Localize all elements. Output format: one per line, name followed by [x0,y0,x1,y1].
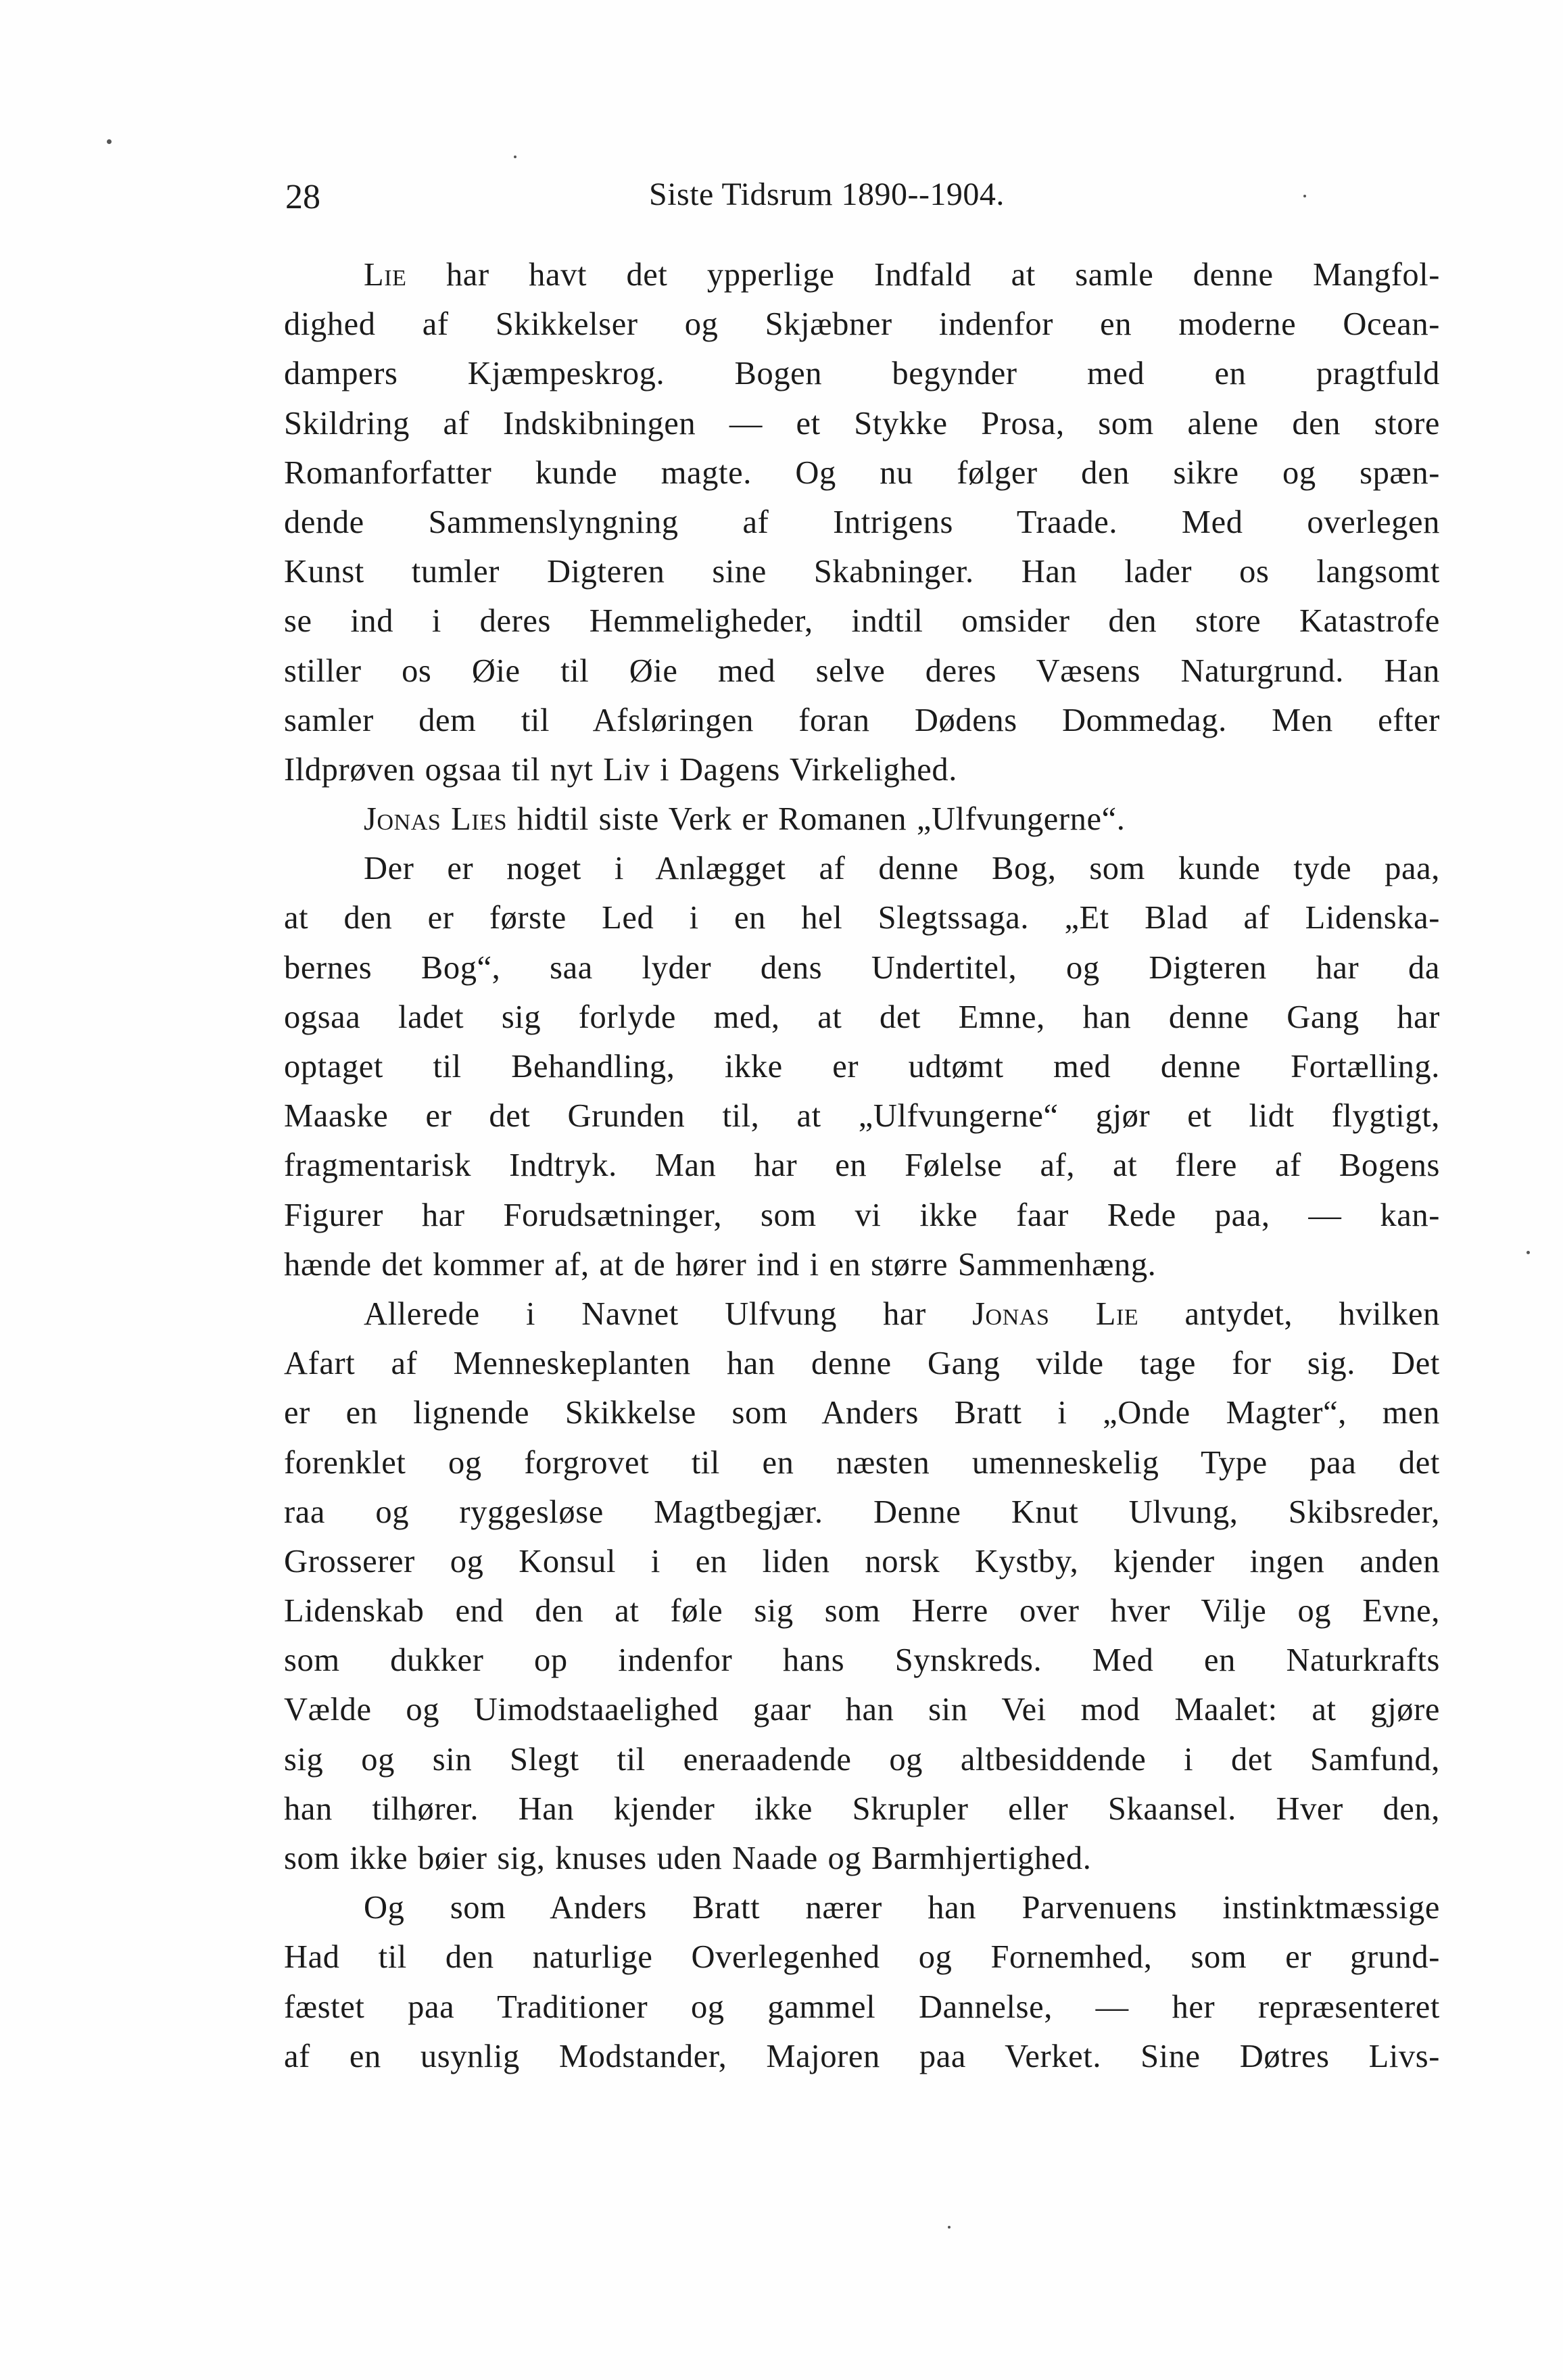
text-line [284,1636,1440,1685]
text-run: Der er noget i Anlægget af denne Bog, som kunde tyde paa, [364,851,1440,887]
text-line [284,1784,1440,1834]
text-line [284,250,1440,300]
scan-speck [1303,195,1306,197]
text-run: Had til den naturlige Overlegenhed og Fornemhed, som er grund- [284,1939,1440,1976]
text-run: at den er første Led i en hel Slegtssaga. „Et Blad af Lidenska- [284,900,1440,936]
text-run: Figurer har Forudsætninger, som vi ikke faar Rede paa, — kan- [284,1197,1440,1233]
text-run: fæstet paa Traditioner og gammel Dannelse, — her repræsenteret [284,1989,1440,2025]
text-line [284,1685,1440,1734]
text-line [284,2032,1440,2081]
running-head: Siste Tidsrum 1890--1904. [649,176,1005,212]
text-line [284,1586,1440,1636]
text-line [284,349,1440,398]
text-line [284,1289,1440,1339]
text-line [284,1438,1440,1488]
small-caps-name: Jonas Lies [364,801,508,838]
text-run: af en usynlig Modstander, Majoren paa Verket. Sine Døtres Livs- [284,2038,1440,2074]
text-line [284,498,1440,547]
text-run: dighed af Skikkelser og Skjæbner indenfor en moderne Ocean- [284,306,1440,343]
text-run: dende Sammenslyngning af Intrigens Traade. Med overlegen [284,504,1440,540]
text-line [284,844,1440,893]
text-run: samler dem til Afsløringen foran Dødens Dommedag. Men efter [284,702,1440,738]
text-line [284,1091,1440,1141]
text-run: Allerede i Navnet Ulfvung har [364,1295,973,1332]
text-run: Vælde og Uimodstaaelighed gaar han sin Vei mod Maalet: at gjøre [284,1692,1440,1728]
page-number: 28 [285,178,320,216]
text-line [284,1537,1440,1586]
text-line [284,794,1440,844]
text-run: sig og sin Slegt til eneraadende og altbesiddende i det Samfund, [284,1741,1440,1778]
text-line [284,1735,1440,1784]
text-line [284,696,1440,745]
text-line [284,1982,1440,2032]
scan-speck [107,139,112,144]
text-run: Lidenskab end den at føle sig som Herre over hver Vilje og Evne, [284,1593,1440,1629]
text-line [284,1191,1440,1240]
text-run: Og som Anders Bratt nærer han Parvenuens instinktmæssige [364,1890,1440,1926]
small-caps-name: Jonas Lie [972,1295,1139,1332]
text-run: Maaske er det Grunden til, at „Ulfvungerne“ gjør et lidt flygtigt, [284,1098,1440,1135]
text-line [284,596,1440,646]
text-run: som ikke bøier sig, knuses uden Naade og Barmhjertighed. [284,1840,1092,1876]
text-line [284,745,1440,794]
text-line [284,448,1440,498]
text-line [284,893,1440,943]
text-run: Kunst tumler Digteren sine Skabninger. Han lader os langsomt [284,554,1440,590]
small-caps-name: Lie [364,257,407,293]
text-run: ogsaa ladet sig forlyde med, at det Emne, han denne Gang har [284,999,1440,1035]
text-run: hidtil siste Verk er Romanen „Ulfvungerne“. [507,801,1126,838]
text-line [284,1488,1440,1537]
text-line [284,646,1440,696]
text-line [284,300,1440,349]
text-run: Afart af Menneskeplanten han denne Gang vilde tage for sig. Det [284,1346,1440,1382]
text-line [284,1141,1440,1190]
text-line [284,943,1440,993]
scan-speck [1526,1251,1530,1254]
text-run: dampers Kjæmpeskrog. Bogen begynder med en pragtfuld [284,356,1440,392]
text-run: Grosserer og Konsul i en liden norsk Kystby, kjender ingen anden [284,1543,1440,1579]
text-run: forenklet og forgrovet til en næsten umenneskelig Type paa det [284,1444,1440,1481]
text-line [284,547,1440,596]
text-run: Skildring af Indskibningen — et Stykke Prosa, som alene den store [284,405,1440,442]
text-run: Romanforfatter kunde magte. Og nu følger den sikre og spæn- [284,454,1440,491]
scan-speck [514,156,516,158]
text-run: se ind i deres Hemmeligheder, indtil omsider den store Katastrofe [284,603,1440,640]
text-line [284,1932,1440,1982]
text-line [284,993,1440,1042]
text-run: hænde det kommer af, at de hører ind i en større Sammenhæng. [284,1246,1157,1283]
text-run: raa og ryggesløse Magtbegjær. Denne Knut Ulvung, Skibsreder, [284,1494,1440,1530]
text-line [284,1339,1440,1388]
text-run: antydet, hvilken [1138,1295,1441,1332]
text-line [284,1883,1440,1932]
text-run: optaget til Behandling, ikke er udtømt med denne Fortælling. [284,1049,1440,1085]
text-line [284,1042,1440,1091]
scan-speck [948,2226,951,2229]
body-text [284,250,1440,2081]
text-run: fragmentarisk Indtryk. Man har en Følelse af, at flere af Bogens [284,1147,1440,1184]
text-run: har havt det ypperlige Indfald at samle denne Mangfol- [406,257,1440,293]
text-line [284,1834,1440,1883]
text-run: som dukker op indenfor hans Synskreds. Med en Naturkrafts [284,1642,1440,1679]
text-line [284,399,1440,448]
text-run: Ildprøven ogsaa til nyt Liv i Dagens Virkelighed. [284,751,957,788]
text-line [284,1240,1440,1289]
text-run: han tilhører. Han kjender ikke Skrupler eller Skaansel. Hver den, [284,1790,1440,1827]
text-run: er en lignende Skikkelse som Anders Bratt i „Onde Magter“, men [284,1395,1440,1431]
text-run: stiller os Øie til Øie med selve deres Væsens Naturgrund. Han [284,652,1440,689]
text-run: bernes Bog“, saa lyder dens Undertitel, og Digteren har da [284,949,1440,986]
text-line [284,1388,1440,1437]
